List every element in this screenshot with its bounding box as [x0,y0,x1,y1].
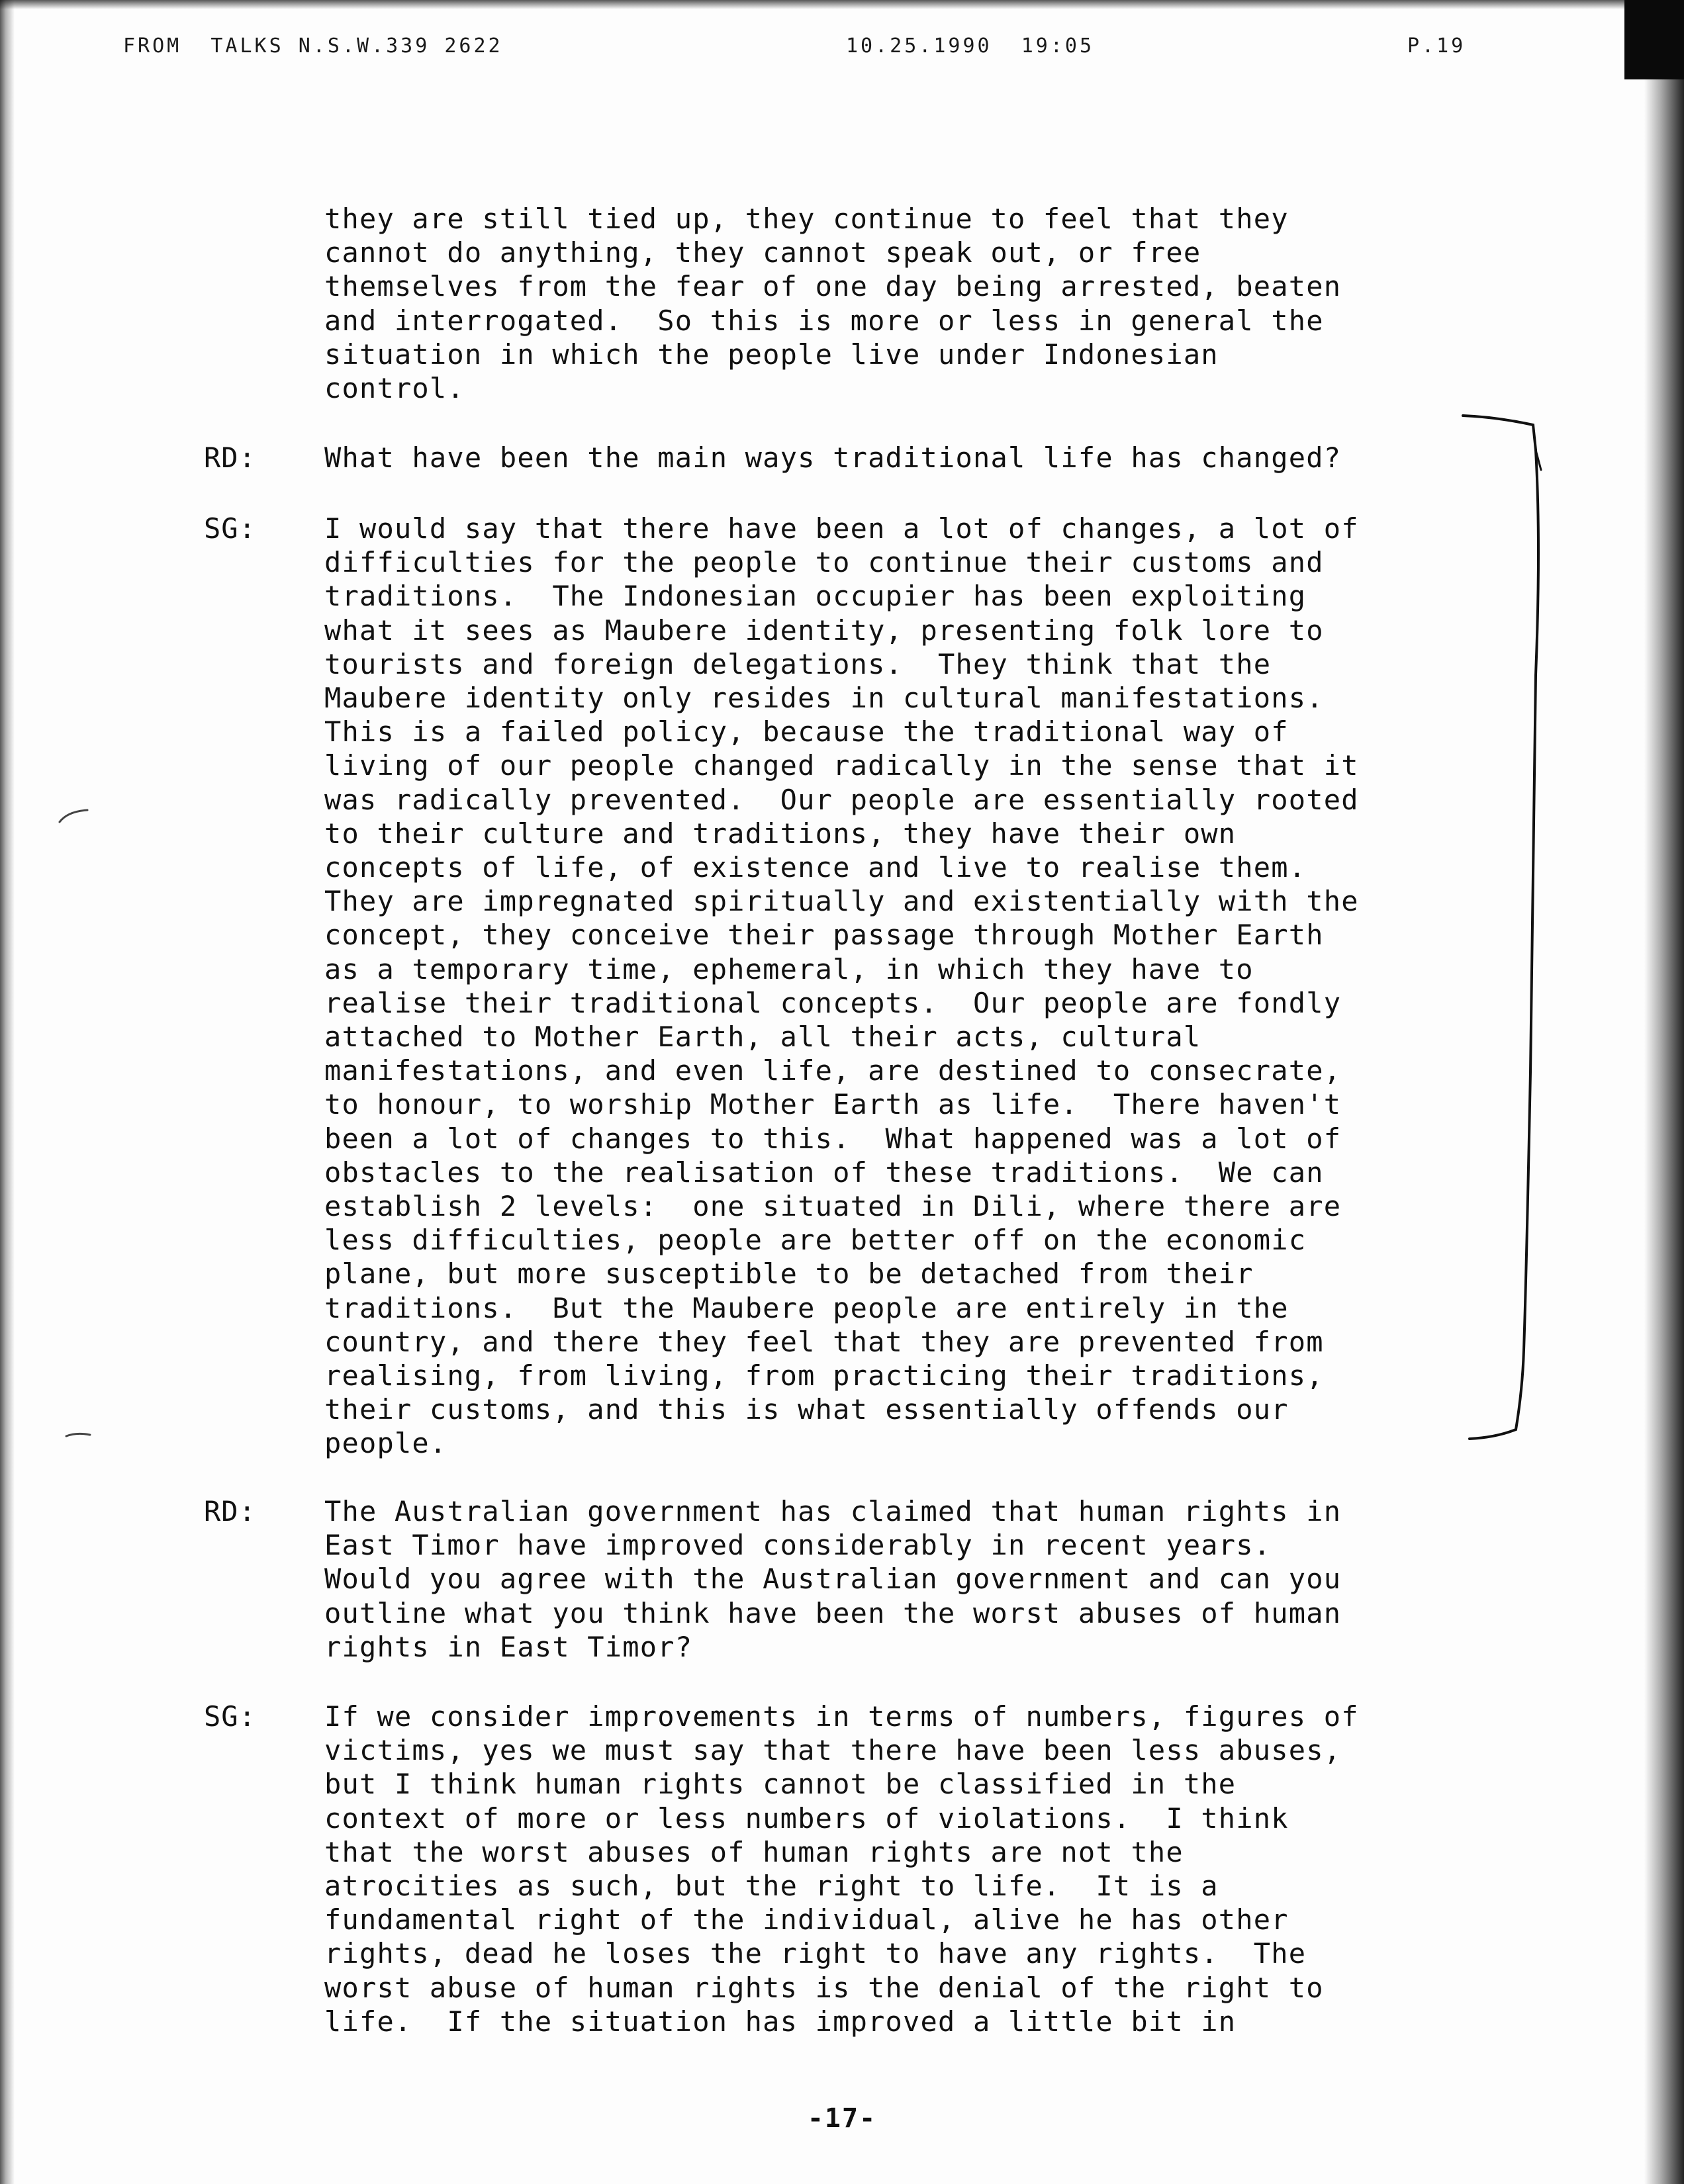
page-number: -17- [807,2103,877,2134]
text-line: less difficulties, people are better off on the economic [324,1224,1307,1257]
text-line: been a lot of changes to this. What happened was a lot of [324,1122,1342,1155]
speaker-label: RD: [204,441,256,474]
text-line: they are still tied up, they continue to feel that they [324,203,1289,235]
question-text [324,441,1529,475]
text-line: themselves from the fear of one day being arrested, beaten [324,270,1342,303]
text-line: to their culture and traditions, they have their own [324,817,1237,850]
text-line: establish 2 levels: one situated in Dili, where there are [324,1190,1342,1223]
text-line: as a temporary time, ephemeral, in which they have to [324,952,1254,985]
text-line: Would you agree with the Australian government and can you [324,1563,1342,1596]
text-line: traditions. The Indonesian occupier has been exploiting [324,580,1307,613]
text-line: concepts of life, of existence and live to realise them. [324,851,1307,884]
text-line: plane, but more susceptible to be detached from their [324,1257,1254,1291]
text-line: their customs, and this is what essentially offends our [324,1393,1289,1426]
text-line: cannot do anything, they cannot speak out, or free [324,236,1201,269]
text-line: Maubere identity only resides in cultural manifestations. [324,682,1324,715]
text-line: situation in which the people live under Indonesian [324,338,1219,371]
text-line: manifestations, and even life, are destined to consecrate, [324,1054,1342,1087]
text-line: what it sees as Maubere identity, presenting folk lore to [324,614,1324,647]
text-line: that the worst abuses of human rights are not the [324,1835,1184,1868]
text-line: difficulties for the people to continue their customs and [324,546,1324,579]
fax-page-number: P.19 [1407,34,1466,58]
text-line: East Timor have improved considerably in recent years. [324,1529,1272,1562]
fax-sender: FROM TALKS N.S.W.339 2622 [123,34,503,58]
stray-pen-mark [64,1430,103,1443]
text-line: context of more or less numbers of violations. I think [324,1801,1289,1835]
answer-text [324,1700,1529,2038]
text-line: life. If the situation has improved a little bit in [324,2005,1237,2038]
handwritten-bracket-mark [1443,410,1549,1443]
text-line: I would say that there have been a lot of changes, a lot of [324,512,1359,545]
text-line: control. [324,372,465,405]
text-line: people. [324,1427,447,1460]
text-line: attached to Mother Earth, all their acts, cultural [324,1021,1201,1054]
text-line: to honour, to worship Mother Earth as life. There haven't [324,1088,1342,1121]
question-text [324,1494,1529,1664]
stray-pen-mark [56,806,95,826]
text-line: and interrogated. So this is more or less in general the [324,304,1324,337]
fax-datetime: 10.25.1990 19:05 [846,34,1095,58]
text-line: They are impregnated spiritually and existentially with the [324,885,1359,918]
text-line: but I think human rights cannot be classified in the [324,1768,1237,1801]
text-line: atrocities as such, but the right to life. It is a [324,1870,1219,1903]
text-line: What have been the main ways traditional life has changed? [324,441,1342,474]
text-line: country, and there they feel that they are prevented from [324,1325,1324,1358]
text-line: rights, dead he loses the right to have any rights. The [324,1937,1307,1970]
text-line: was radically prevented. Our people are essentially rooted [324,783,1359,816]
text-line: realising, from living, from practicing their traditions, [324,1359,1324,1392]
speaker-label: SG: [204,512,256,545]
text-line: If we consider improvements in terms of numbers, figures of [324,1700,1359,1733]
text-line: realise their traditional concepts. Our people are fondly [324,986,1342,1019]
speaker-label: SG: [204,1700,256,1733]
text-line: victims, yes we must say that there have been less abuses, [324,1734,1342,1767]
text-line: The Australian government has claimed that human rights in [324,1495,1342,1527]
text-line: traditions. But the Maubere people are entirely in the [324,1291,1289,1324]
text-line: outline what you think have been the worst abuses of human [324,1596,1342,1629]
text-line: obstacles to the realisation of these traditions. We can [324,1156,1324,1189]
text-line: concept, they conceive their passage through Mother Earth [324,919,1324,952]
answer-text [324,202,1529,405]
text-line: tourists and foreign delegations. They think that the [324,647,1272,680]
text-line: This is a failed policy, because the traditional way of [324,715,1289,749]
text-line: rights in East Timor? [324,1630,693,1663]
answer-text [324,512,1529,1461]
text-line: fundamental right of the individual, alive he has other [324,1903,1289,1936]
text-line: worst abuse of human rights is the denial of the right to [324,1971,1324,2004]
text-line: living of our people changed radically in the sense that it [324,749,1359,782]
speaker-label: RD: [204,1495,256,1527]
